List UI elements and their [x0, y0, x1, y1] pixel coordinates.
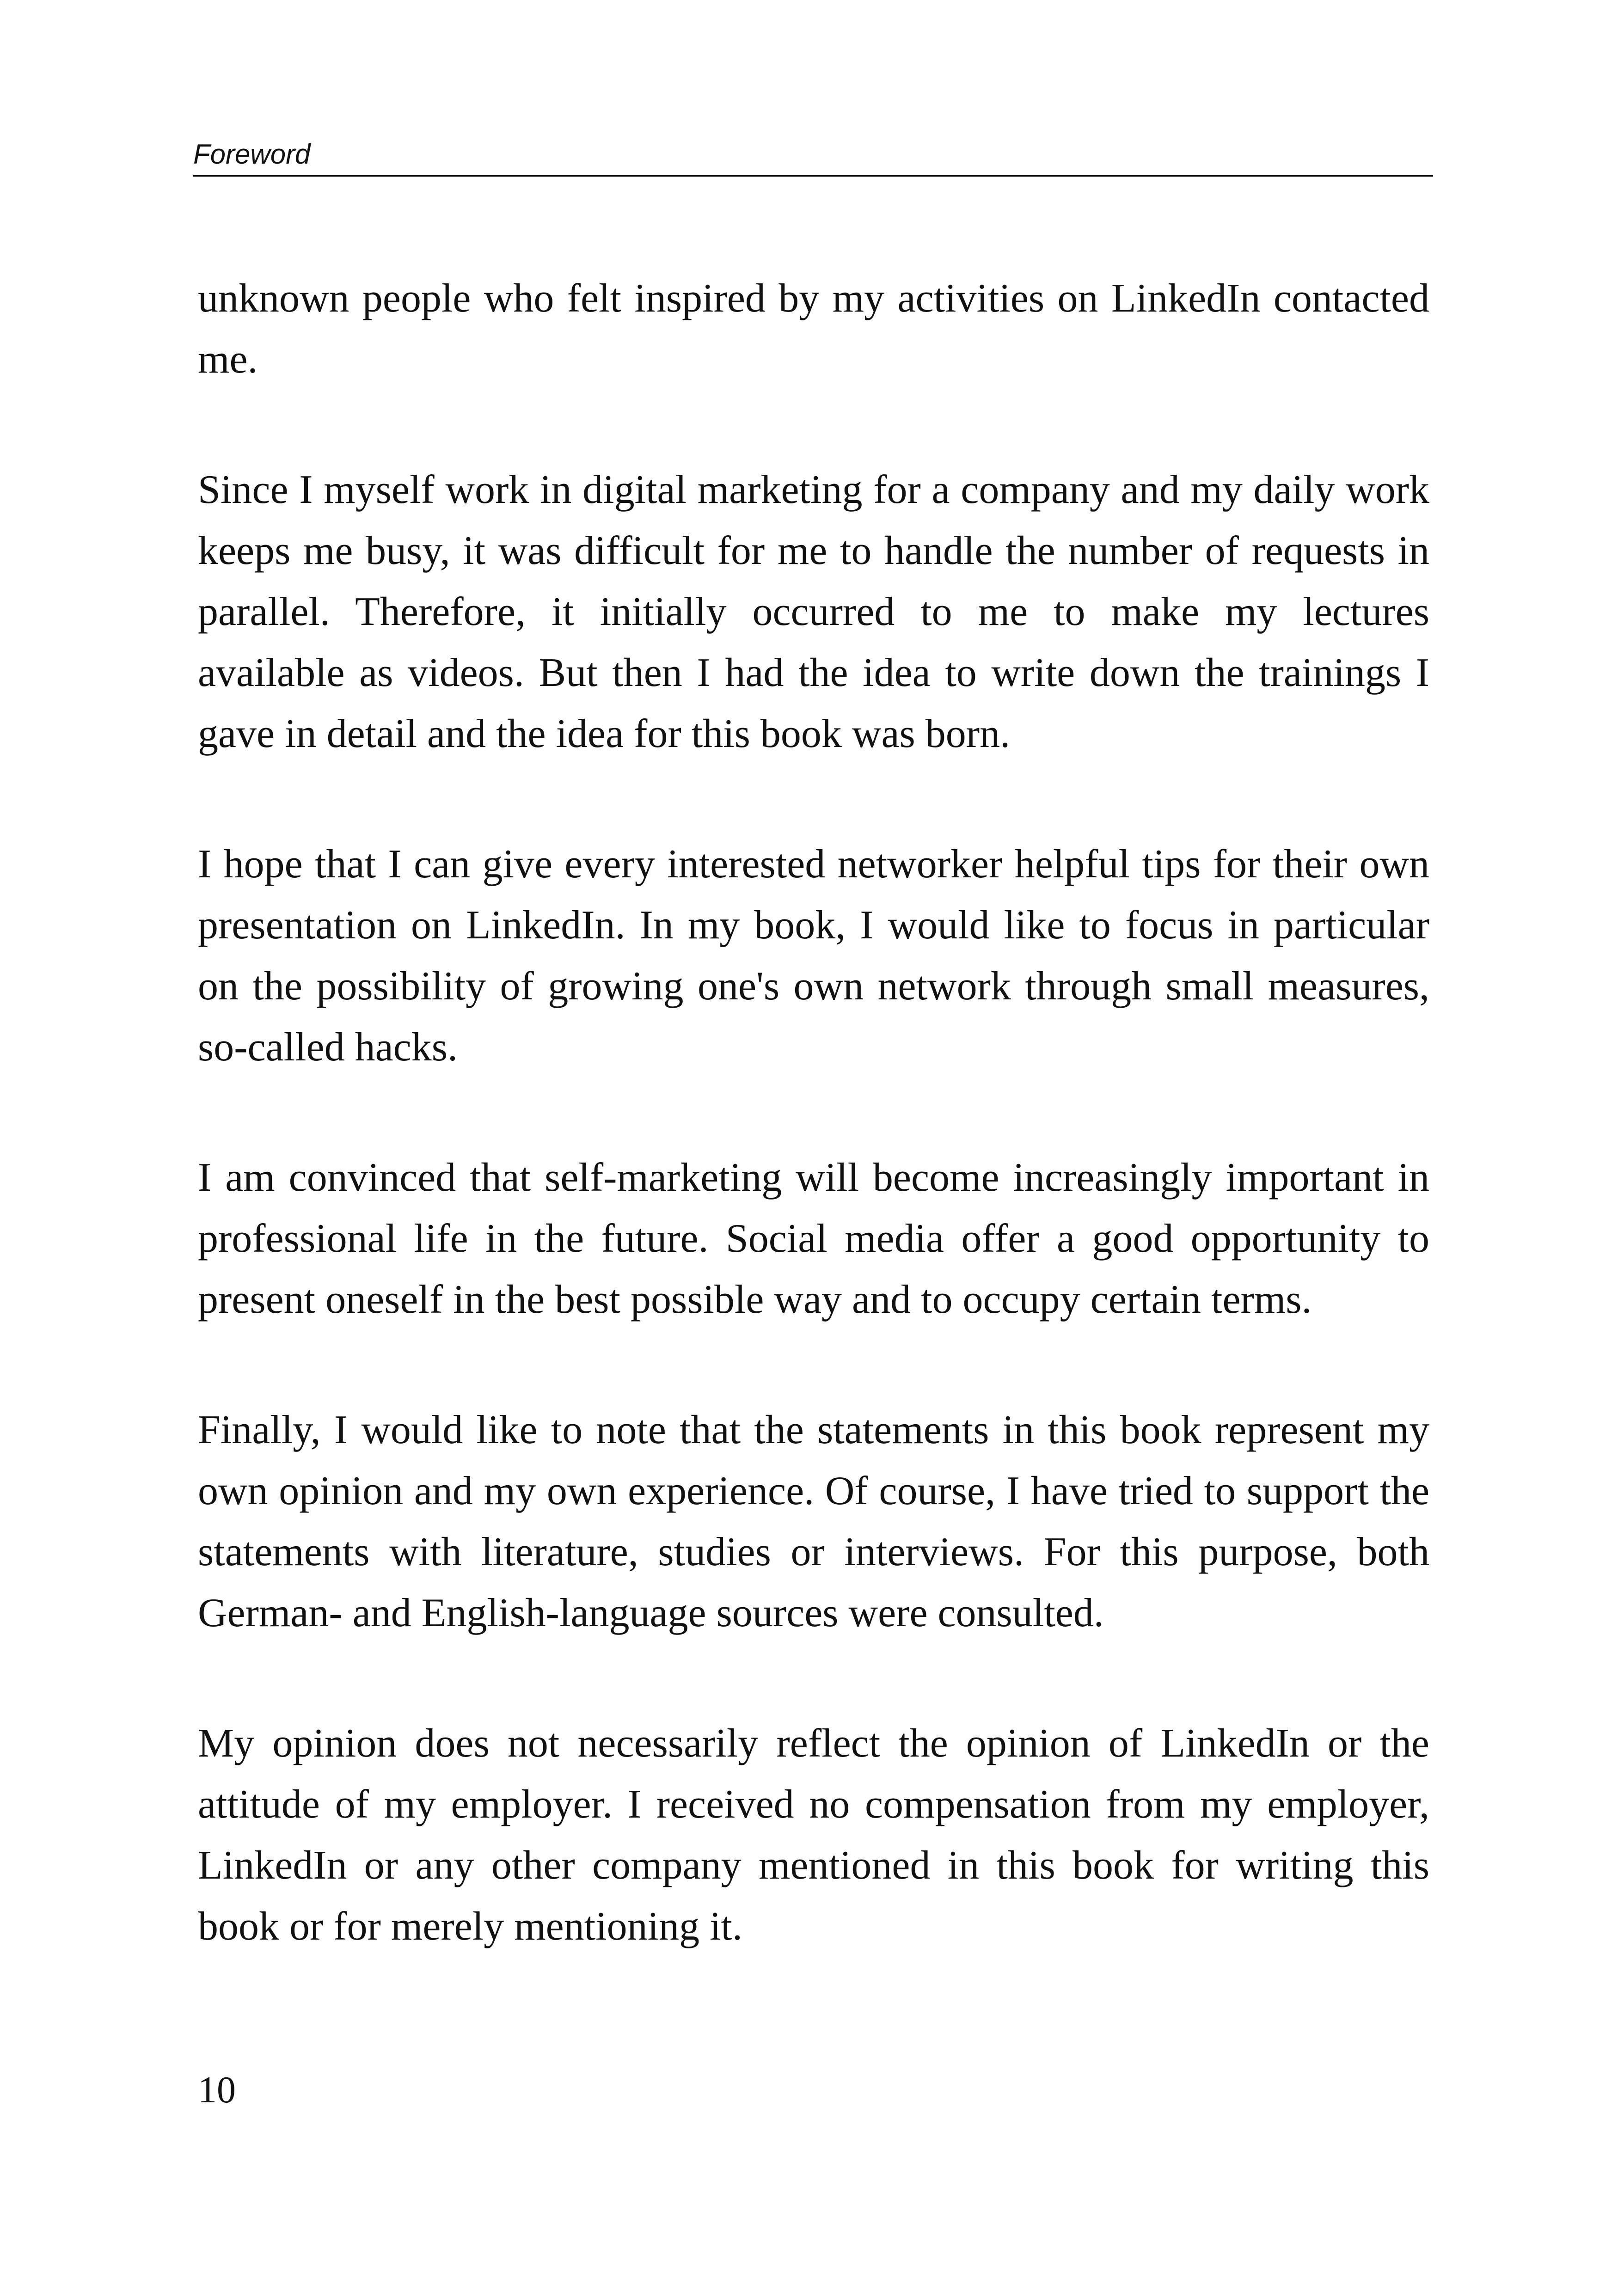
paragraph-3: I hope that I can give every interested networker helpful tips for their own presentation on LinkedIn. In my book, I would like to focus in particular on the possibility of growing one's own network through small measures, so-called hacks. [198, 842, 1429, 1070]
page-number: 10 [198, 2069, 236, 2111]
paragraph-4: I am convinced that self-marketing will become increasingly important in professional life in the future. Social media offer a good opportunity to present oneself in the best possible way and to occupy certain terms. [198, 1155, 1429, 1322]
paragraph-2: Since I myself work in digital marketing for a company and my daily work keeps me busy, it was difficult for me to handle the number of requests in parallel. Therefore, it initially occurred to me to make my lectures available as videos. But then I had the idea to write down the trainings I gave in detail and the idea for this book was born. [198, 467, 1429, 756]
paragraph-1: unknown people who felt inspired by my activities on LinkedIn contacted me. [198, 276, 1429, 382]
paragraph-5: Finally, I would like to note that the statements in this book represent my own opinion and my own experience. Of course, I have tried to support the statements with literature, studies or interviews. For this purpose, both German- and English-language sources were consulted. [198, 1408, 1429, 1635]
body-text [198, 268, 1429, 1957]
paragraph-6: My opinion does not necessarily reflect the opinion of LinkedIn or the attitude of my employer. I received no compensation from my employer, LinkedIn or any other company mentioned in this book for writing this book or for merely mentioning it. [198, 1721, 1429, 1949]
running-header-title: Foreword [193, 139, 311, 170]
running-header [193, 130, 1433, 177]
